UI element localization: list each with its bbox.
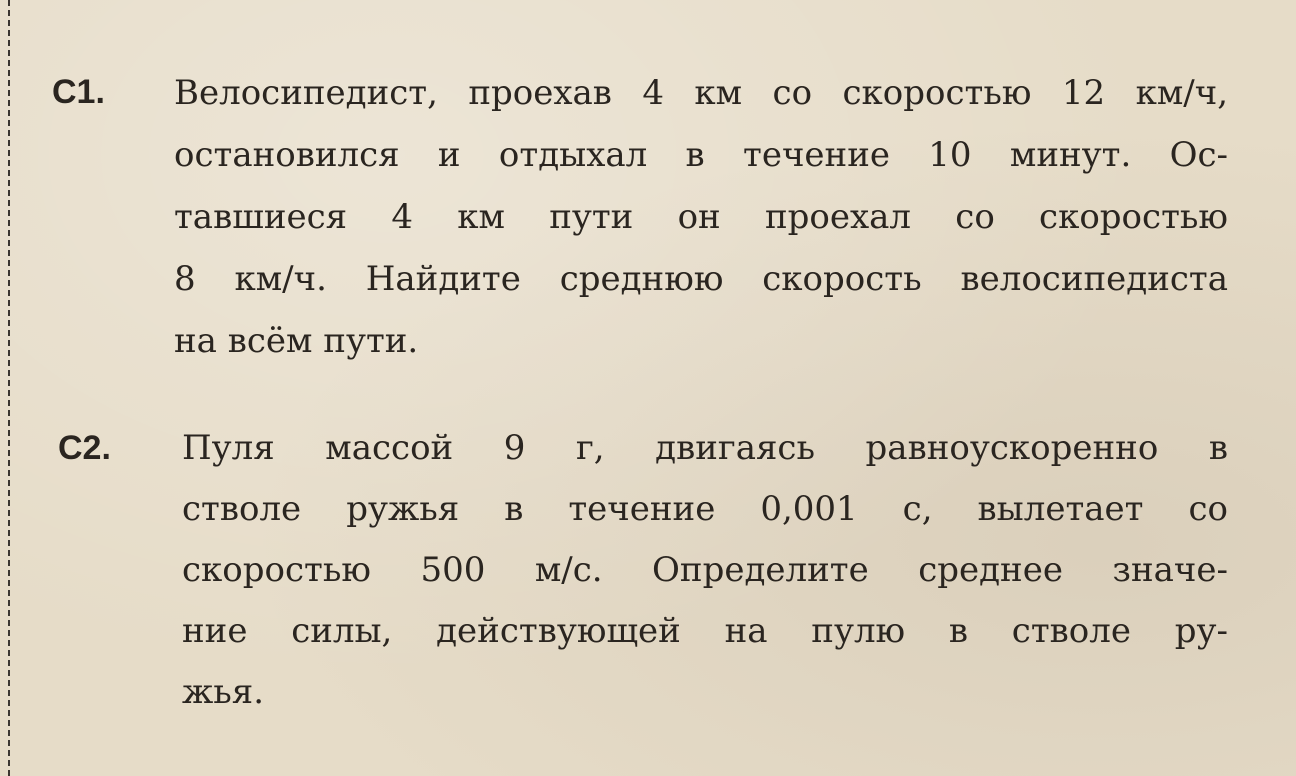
- problem-text-line: остановился и отдыхал в течение 10 минут. Ос-: [174, 135, 1228, 175]
- problem-text-line: 8 км/ч. Найдите среднюю скорость велосипедиста: [174, 259, 1228, 299]
- problem-label: C2.: [58, 429, 111, 467]
- problem-text-line: Пуля массой 9 г, двигаясь равноускоренно в: [182, 428, 1228, 468]
- cut-line: [8, 0, 10, 776]
- problem-text-line: Велосипедист, проехав 4 км со скоростью 12 км/ч,: [174, 73, 1228, 113]
- problem-text-line: скоростью 500 м/с. Определите среднее значе-: [182, 550, 1228, 590]
- problem-label: C1.: [52, 73, 105, 111]
- problem-text-line: ние силы, действующей на пулю в стволе ру-: [182, 611, 1228, 651]
- problem-text: [182, 418, 1228, 723]
- problem-text: [174, 62, 1228, 372]
- problem-text-line: жья.: [182, 672, 265, 712]
- problem-text-line: тавшиеся 4 км пути он проехал со скоростью: [174, 197, 1228, 237]
- problem-text-line: стволе ружья в течение 0,001 с, вылетает со: [182, 489, 1228, 529]
- problem-text-line: на всём пути.: [174, 321, 419, 361]
